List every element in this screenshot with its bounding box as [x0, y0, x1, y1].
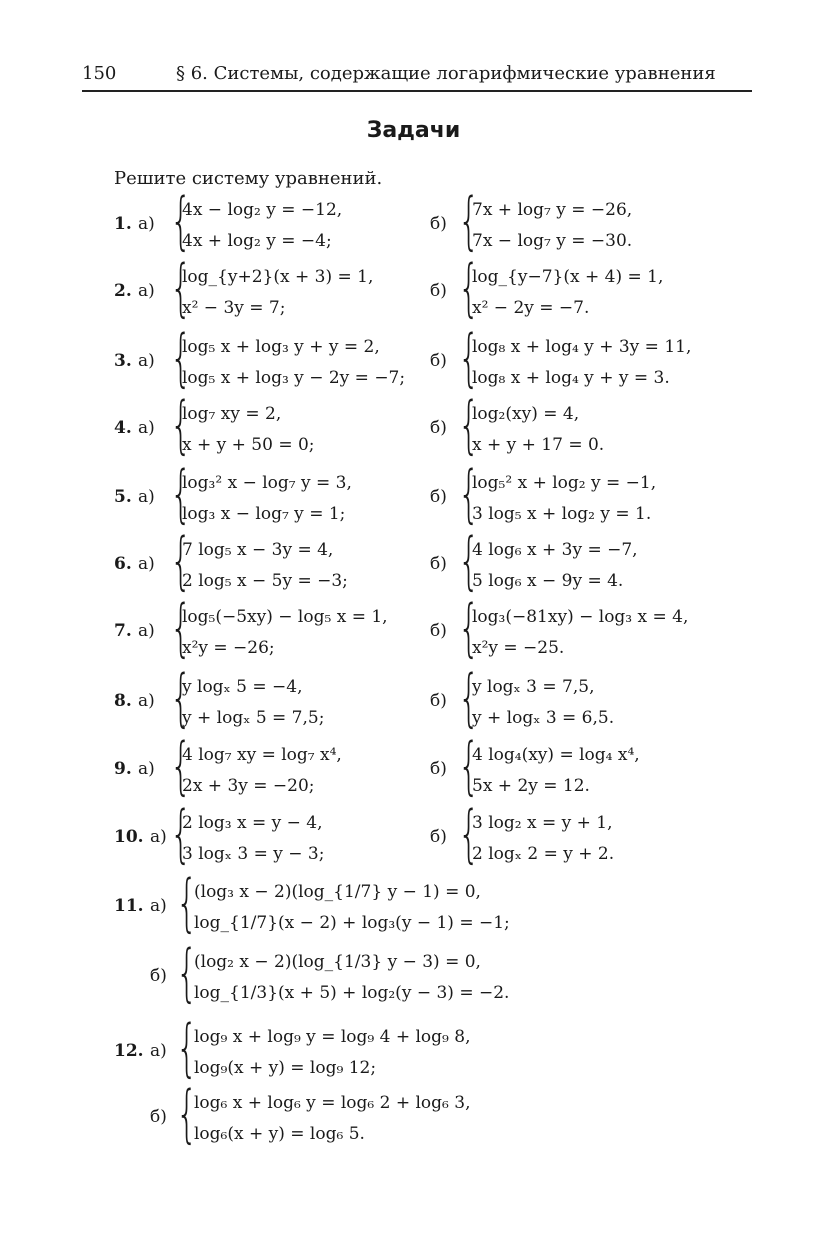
problem-1-a-equation: 4x − log₂ y = −12, [182, 200, 343, 220]
problem-2-a-brace: { [170, 251, 192, 324]
problem-3-a-label: а) [138, 351, 155, 371]
problem-2-a-number-text: 2. [114, 281, 132, 301]
problem-5-b-equation: log₅² x + log₂ y = −1, [472, 473, 657, 493]
problem-2-b-equation: x² − 2y = −7. [472, 298, 590, 318]
problem-9-b-equation: 5x + 2y = 12. [472, 776, 590, 796]
problem-10-a-number-text: 10. [114, 827, 144, 847]
problem-3-a-equation: log₅ x + log₃ y + y = 2, [182, 337, 380, 357]
problem-10-b-label: б) [430, 827, 447, 847]
problem-1-a-number [114, 214, 132, 234]
problem-5-a-equation: log₃ x − log₇ y = 1; [182, 504, 346, 524]
problem-2-a-label: а) [138, 281, 155, 301]
problem-7-a-number-text: 7. [114, 621, 132, 641]
problem-4-a-equation: x + y + 50 = 0; [182, 435, 315, 455]
problem-12-a-equation: log₉(x + y) = log₉ 12; [194, 1058, 377, 1078]
problem-8-b-brace: { [458, 661, 480, 734]
problem-11-a-brace: { [176, 866, 198, 939]
problem-8-b-equation: y + logₓ 3 = 6,5. [472, 708, 615, 728]
problem-6-a-number [114, 554, 132, 574]
problem-7-a-equation: x²y = −26; [182, 638, 275, 658]
problem-9-a-equation: 4 log₇ xy = log₇ x⁴, [182, 745, 342, 765]
problem-4-a-equation: log₇ xy = 2, [182, 404, 282, 424]
problem-5-a-label: а) [138, 487, 155, 507]
problem-9-a-number [114, 759, 132, 779]
problem-2-a-number [114, 281, 132, 301]
problem-7-a-number [114, 621, 132, 641]
problem-12-b-label: б) [150, 1107, 167, 1127]
problem-8-a-brace: { [170, 661, 192, 734]
problem-5-a-brace: { [170, 457, 192, 530]
problem-3-a-number [114, 351, 132, 371]
section-title: § 6. Системы, содержащие логарифмические уравнения [176, 63, 716, 84]
problem-10-a-brace: { [170, 797, 192, 870]
problem-3-a-brace: { [170, 321, 192, 394]
problem-7-b-equation: log₃(−81xy) − log₃ x = 4, [472, 607, 689, 627]
problem-7-b-equation: x²y = −25. [472, 638, 565, 658]
heading-problems: Задачи [366, 118, 461, 143]
problem-4-b-label: б) [430, 418, 447, 438]
problem-3-b-brace: { [458, 321, 480, 394]
problem-4-b-equation: log₂(xy) = 4, [472, 404, 580, 424]
running-head [82, 60, 752, 92]
problem-10-b-equation: 3 log₂ x = y + 1, [472, 813, 613, 833]
problem-8-b-label: б) [430, 691, 447, 711]
problem-1-b-equation: 7x − log₇ y = −30. [472, 231, 633, 251]
problem-7-b-label: б) [430, 621, 447, 641]
problem-4-b-brace: { [458, 388, 480, 461]
problem-9-a-number-text: 9. [114, 759, 132, 779]
problem-11-a-equation: log_{1/7}(x − 2) + log₃(y − 1) = −1; [194, 913, 510, 933]
problem-1-b-equation: 7x + log₇ y = −26, [472, 200, 633, 220]
problem-2-b-label: б) [430, 281, 447, 301]
problem-5-b-equation: 3 log₅ x + log₂ y = 1. [472, 504, 652, 524]
problem-2-a-equation: x² − 3y = 7; [182, 298, 286, 318]
problem-9-a-brace: { [170, 729, 192, 802]
problem-2-b-equation: log_{y−7}(x + 4) = 1, [472, 267, 664, 287]
problem-9-b-label: б) [430, 759, 447, 779]
problem-11-b-equation: log_{1/3}(x + 5) + log₂(y − 3) = −2. [194, 983, 510, 1003]
problem-8-a-equation: y + logₓ 5 = 7,5; [182, 708, 325, 728]
problem-8-a-number [114, 691, 132, 711]
problem-3-a-equation: log₅ x + log₃ y − 2y = −7; [182, 368, 406, 388]
problem-6-b-equation: 5 log₆ x − 9y = 4. [472, 571, 624, 591]
intro-text: Решите систему уравнений. [114, 168, 383, 189]
problem-3-b-label: б) [430, 351, 447, 371]
problem-4-a-label: а) [138, 418, 155, 438]
problem-12-a-number-text: 12. [114, 1041, 144, 1061]
problem-9-a-label: а) [138, 759, 155, 779]
problem-5-a-equation: log₃² x − log₇ y = 3, [182, 473, 352, 493]
problem-9-b-brace: { [458, 729, 480, 802]
problem-7-a-equation: log₅(−5xy) − log₅ x = 1, [182, 607, 388, 627]
problem-12-a-brace: { [176, 1011, 198, 1084]
problem-10-b-equation: 2 logₓ 2 = y + 2. [472, 844, 615, 864]
problem-11-a-equation: (log₃ x − 2)(log_{1/7} y − 1) = 0, [194, 882, 481, 902]
problem-1-a-brace: { [170, 184, 192, 257]
problem-1-b-brace: { [458, 184, 480, 257]
problem-11-a-label: а) [150, 896, 167, 916]
problem-9-a-equation: 2x + 3y = −20; [182, 776, 315, 796]
problem-6-a-brace: { [170, 524, 192, 597]
problem-4-a-brace: { [170, 388, 192, 461]
problem-7-a-label: а) [138, 621, 155, 641]
problem-7-b-brace: { [458, 591, 480, 664]
problem-3-b-equation: log₈ x + log₄ y + y = 3. [472, 368, 670, 388]
problem-8-a-label: а) [138, 691, 155, 711]
problem-8-b-equation: y logₓ 3 = 7,5, [472, 677, 595, 697]
problem-9-b-equation: 4 log₄(xy) = log₄ x⁴, [472, 745, 640, 765]
problem-6-a-equation: 2 log₅ x − 5y = −3; [182, 571, 348, 591]
problem-10-a-equation: 3 logₓ 3 = y − 3; [182, 844, 325, 864]
problem-6-a-number-text: 6. [114, 554, 132, 574]
problem-1-b-label: б) [430, 214, 447, 234]
problem-8-a-number-text: 8. [114, 691, 132, 711]
problem-6-b-label: б) [430, 554, 447, 574]
problem-6-b-brace: { [458, 524, 480, 597]
problem-10-a-equation: 2 log₃ x = y − 4, [182, 813, 323, 833]
problem-12-a-number [114, 1041, 144, 1061]
problem-8-a-equation: y logₓ 5 = −4, [182, 677, 303, 697]
problem-10-b-brace: { [458, 797, 480, 870]
problem-11-b-brace: { [176, 936, 198, 1009]
problem-12-a-label: а) [150, 1041, 167, 1061]
problem-5-a-number [114, 487, 132, 507]
problem-1-a-number-text: 1. [114, 214, 132, 234]
problem-12-b-equation: log₆ x + log₆ y = log₆ 2 + log₆ 3, [194, 1093, 471, 1113]
problem-5-a-number-text: 5. [114, 487, 132, 507]
problem-1-a-equation: 4x + log₂ y = −4; [182, 231, 332, 251]
problem-4-a-number [114, 418, 132, 438]
problem-11-a-number-text: 11. [114, 896, 144, 916]
problem-1-a-label: а) [138, 214, 155, 234]
problem-3-b-equation: log₈ x + log₄ y + 3y = 11, [472, 337, 692, 357]
problem-2-a-equation: log_{y+2}(x + 3) = 1, [182, 267, 374, 287]
problem-11-b-label: б) [150, 966, 167, 986]
problem-12-b-brace: { [176, 1077, 198, 1150]
problem-7-a-brace: { [170, 591, 192, 664]
problem-6-b-equation: 4 log₆ x + 3y = −7, [472, 540, 638, 560]
problem-6-a-equation: 7 log₅ x − 3y = 4, [182, 540, 334, 560]
problem-10-a-label: а) [150, 827, 167, 847]
problem-5-b-label: б) [430, 487, 447, 507]
problem-11-b-equation: (log₂ x − 2)(log_{1/3} y − 3) = 0, [194, 952, 481, 972]
problem-3-a-number-text: 3. [114, 351, 132, 371]
problem-11-a-number [114, 896, 144, 916]
problem-4-a-number-text: 4. [114, 418, 132, 438]
problem-12-a-equation: log₉ x + log₉ y = log₉ 4 + log₉ 8, [194, 1027, 471, 1047]
problem-6-a-label: а) [138, 554, 155, 574]
problem-10-a-number [114, 827, 144, 847]
page-number: 150 [82, 63, 117, 84]
problem-2-b-brace: { [458, 251, 480, 324]
problem-5-b-brace: { [458, 457, 480, 530]
problem-4-b-equation: x + y + 17 = 0. [472, 435, 605, 455]
problem-12-b-equation: log₆(x + y) = log₆ 5. [194, 1124, 365, 1144]
